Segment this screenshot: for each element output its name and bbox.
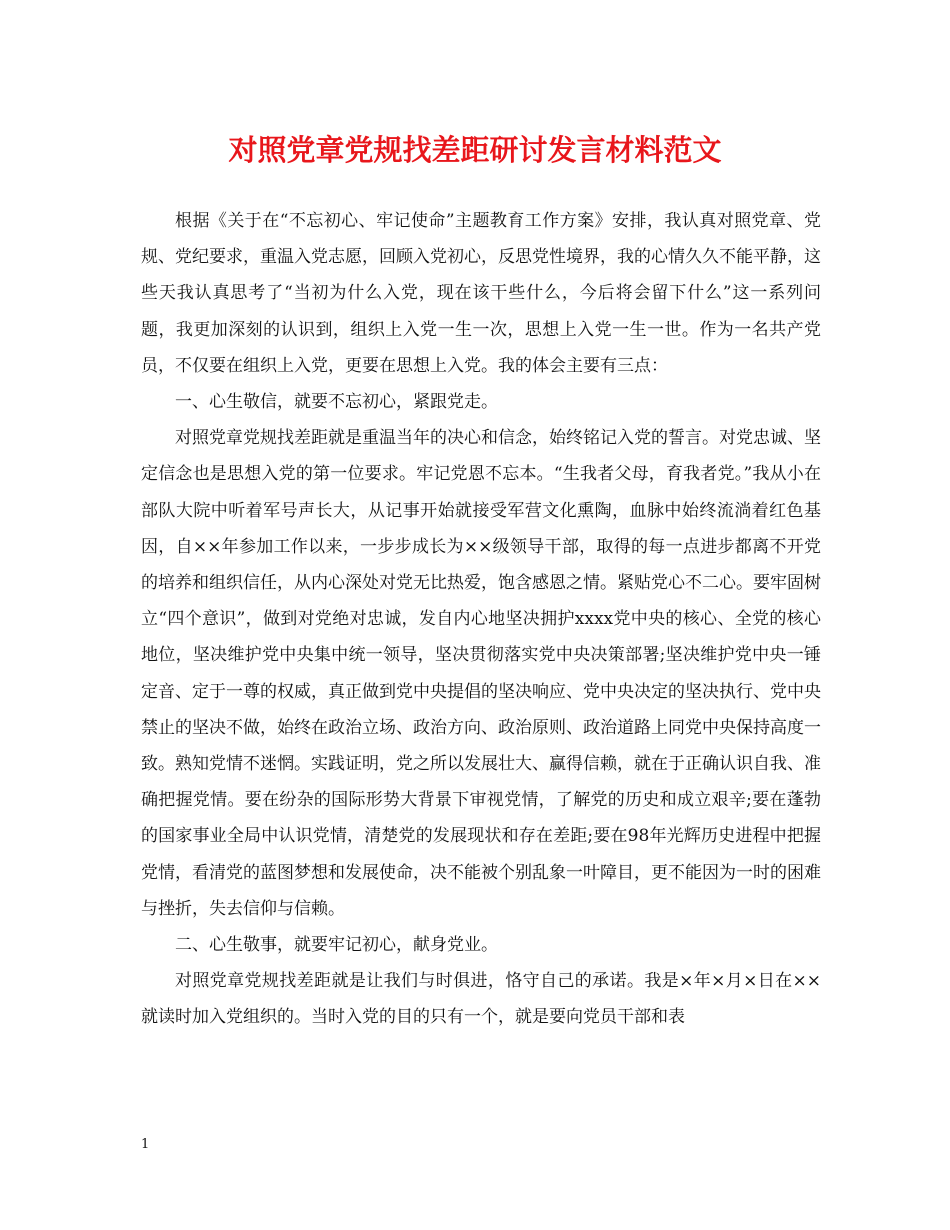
document-title: 对照党章党规找差距研讨发言材料范文 <box>228 133 722 167</box>
paragraph-section-1: 对照党章党规找差距就是重温当年的决心和信念，始终铭记入党的誓言。对党忠诚、坚定信念也是思想入党的第一位要求。牢记党恩不忘本。“生我者父母，育我者党。”我从小在部队大院中听着军号声长大，从记事开始就接受军营文化熏陶，血脉中始终流淌着红色基因，自××年参加工作以来，一步步成长为××级领导干部，取得的每一点进步都离不开党的培养和组织信任，从内心深处对党无比热爱，饱含感恩之情。紧贴党心不二心。要牢固树立“四个意识”，做到对党绝对忠诚，发自内心地坚决拥护xxxx党中央的核心、全党的核心地位，坚决维护党中央集中统一领导，坚决贯彻落实党中央决策部署;坚决维护党中央一锤定音、定于一尊的权威，真正做到党中央提倡的坚决响应、党中央决定的坚决执行、党中央禁止的坚决不做，始终在政治立场、政治方向、政治原则、政治道路上同党中央保持高度一致。熟知党情不迷惘。实践证明，党之所以发展壮大、赢得信赖，就在于正确认识自我、准确把握党情。要在纷杂的国际形势大背景下审视党情，了解党的历史和成立艰辛;要在蓬勃的国家事业全局中认识党情，清楚党的发展现状和存在差距;要在98年光辉历史进程中把握党情，看清党的蓝图梦想和发展使命，决不能被个别乱象一叶障目，更不能因为一时的困难与挫折，失去信仰与信赖。 <box>141 428 821 919</box>
section-heading-1: 一、心生敬信，就要不忘初心，紧跟党走。 <box>175 392 498 413</box>
section-heading-2: 二、心生敬事，就要牢记初心，献身党业。 <box>175 935 498 956</box>
paragraph-section-2: 对照党章党规找差距就是让我们与时俱进，恪守自己的承诺。我是×年×月×日在××就读时加入党组织的。当时入党的目的只有一个，就是要向党员干部和表 <box>141 971 821 1028</box>
document-body <box>141 203 821 1036</box>
paragraph-intro: 根据《关于在“不忘初心、牢记使命”主题教育工作方案》安排，我认真对照党章、党规、党纪要求，重温入党志愿，回顾入党初心，反思党性境界，我的心情久久不能平静，这些天我认真思考了“当初为什么入党，现在该干些什么，今后将会留下什么”这一系列问题，我更加深刻的认识到，组织上入党一生一次，思想上入党一生一世。作为一名共产党员，不仅要在组织上入党，更要在思想上入党。我的体会主要有三点： <box>141 211 821 376</box>
page-number: 1 <box>141 1137 150 1152</box>
